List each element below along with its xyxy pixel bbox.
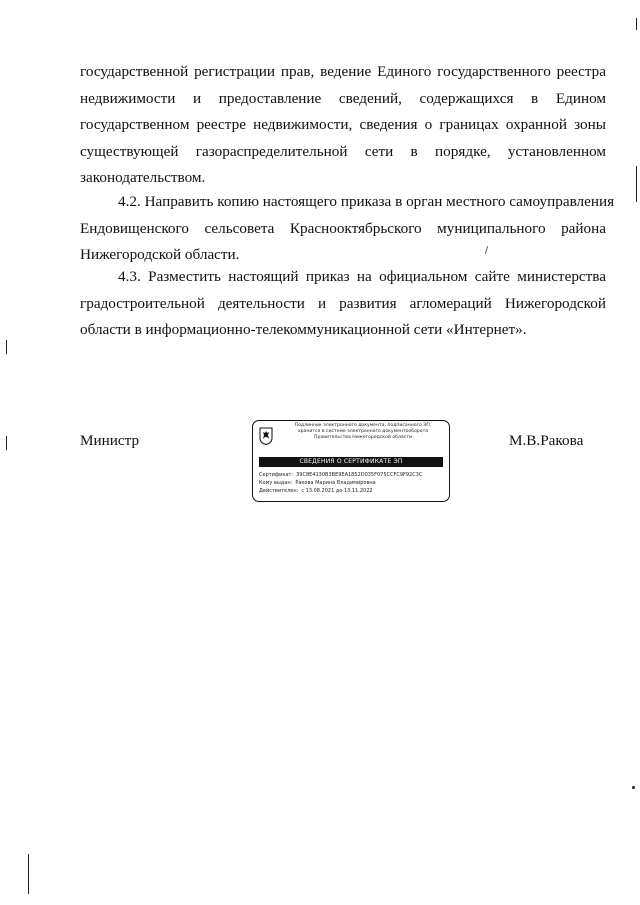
issued-to-value: Ракова Марина Владимировна	[295, 480, 376, 486]
stamp-details	[259, 471, 445, 495]
scan-mark	[6, 340, 7, 354]
text-line: существующей газораспределительной сети в порядке, установленном	[80, 142, 606, 160]
stamp-note-line: Правительства Нижегородской области	[314, 435, 412, 441]
emblem-icon	[259, 427, 273, 445]
certificate-label: Сертификат:	[259, 472, 294, 478]
issued-to-label: Кому выдан:	[259, 480, 293, 486]
text-line: градостроительной деятельности и развития агломераций Нижегородской	[80, 294, 606, 312]
scan-mark	[28, 854, 29, 894]
scan-mark	[636, 18, 637, 30]
text-line: государственной регистрации прав, ведение Единого государственного реестра	[80, 63, 606, 80]
text-line: недвижимости и предоставление сведений, содержащихся в Едином	[80, 89, 606, 107]
text-line: законодательством.	[80, 169, 206, 186]
valid-value: с 13.08.2021 до 13.11.2022	[301, 488, 373, 494]
scan-mark	[6, 436, 7, 450]
scan-mark	[636, 166, 637, 202]
paragraph-4-2	[80, 189, 615, 269]
stamp-note	[279, 423, 447, 442]
valid-label: Действителен:	[259, 488, 299, 494]
text-line: Нижегородской области.	[80, 246, 240, 263]
stamp-note-line: Подлинник электронного документа, подписанного ЭП,	[294, 423, 432, 428]
signature-position: Министр	[80, 432, 140, 449]
text-line: Ендовищенского сельсовета Краснооктябрьского муниципального района	[80, 219, 606, 237]
paragraph-continued	[80, 59, 606, 192]
text-line: государственном реестре недвижимости, сведения о границах охранной зоны	[80, 116, 606, 133]
certificate-row	[259, 471, 445, 479]
signature-name: М.В.Ракова	[509, 432, 584, 449]
text-line: 4.2. Направить копию настоящего приказа в орган местного самоуправления	[118, 193, 615, 210]
certificate-value: 39C8E4130B3BE9EA1852D035F075CCFC9F92C3C	[296, 472, 423, 478]
digital-signature-stamp	[252, 420, 450, 502]
paragraph-4-3	[80, 264, 606, 344]
stamp-note-line: хранится в системе электронного документооборота	[297, 429, 429, 435]
valid-row	[259, 487, 445, 495]
text-line: 4.3. Разместить настоящий приказ на официальном сайте министерства	[118, 268, 606, 285]
stamp-header: СВЕДЕНИЯ О СЕРТИФИКАТЕ ЭП	[259, 457, 443, 467]
scan-mark	[632, 786, 635, 789]
text-line: области в информационно-телекоммуникационной сети «Интернет».	[80, 321, 527, 338]
issued-to-row	[259, 479, 445, 487]
